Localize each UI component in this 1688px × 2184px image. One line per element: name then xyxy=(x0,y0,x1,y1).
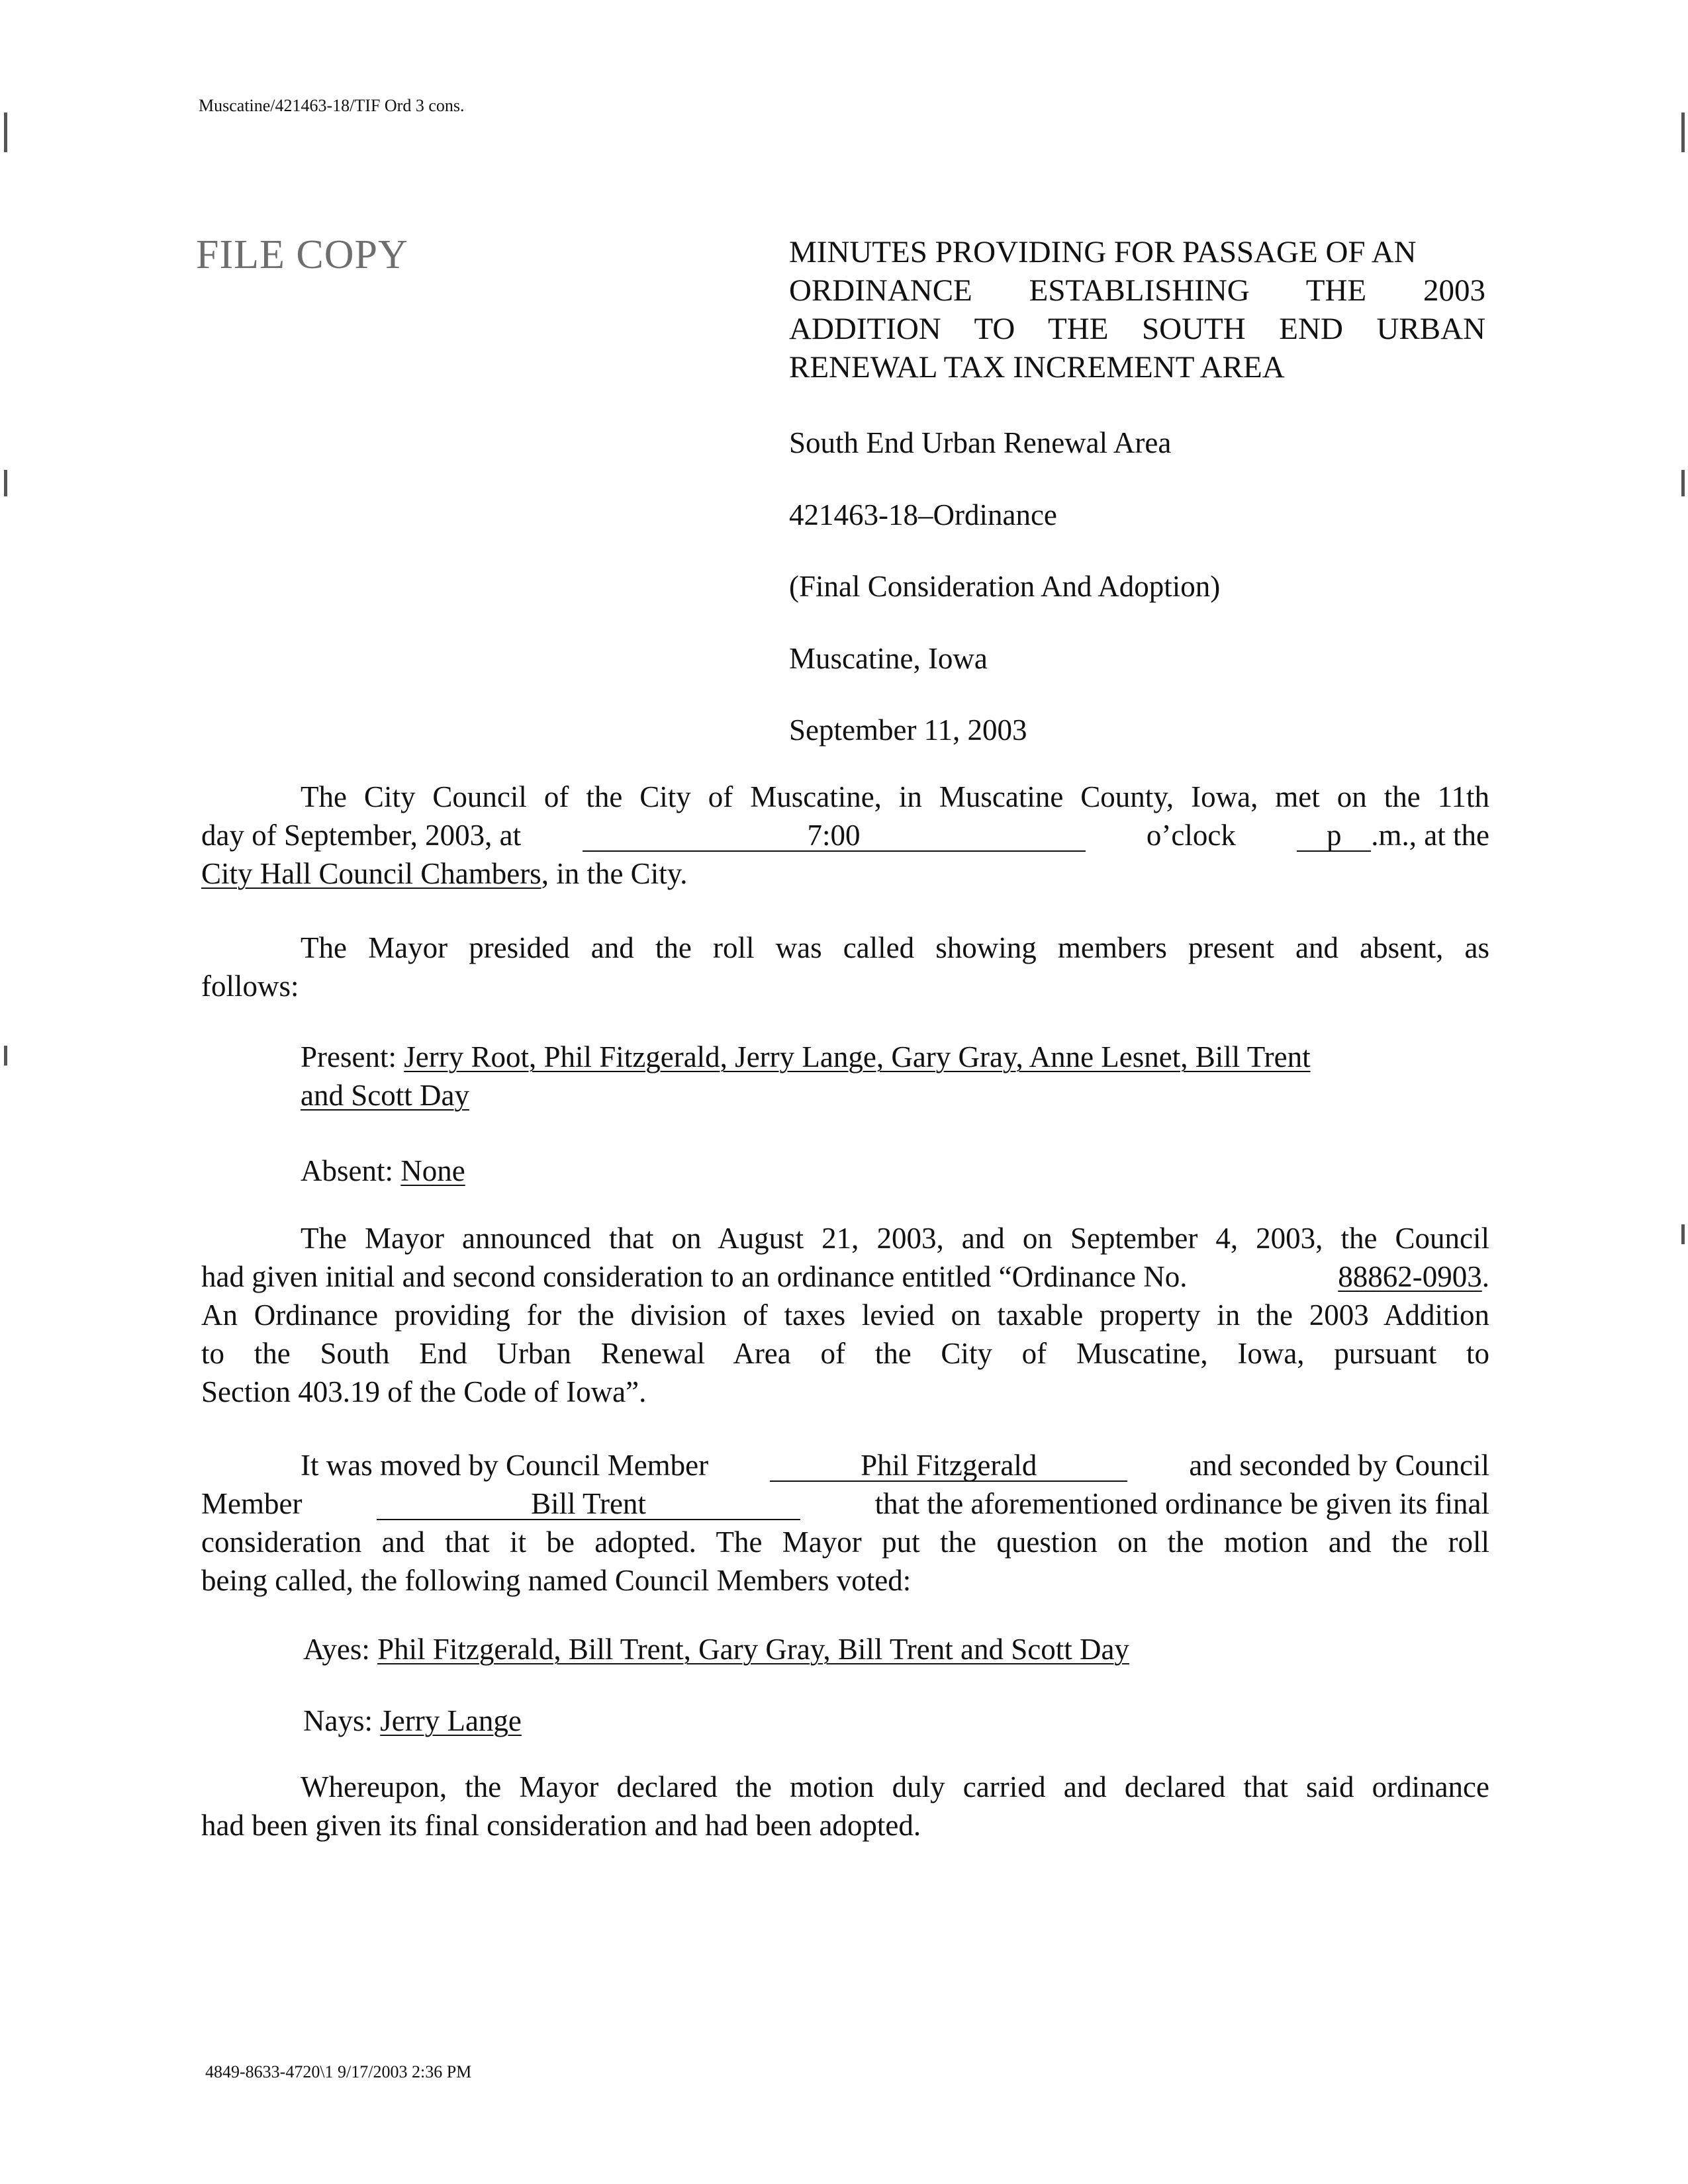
title-line-3: ADDITION TO THE SOUTH END URBAN xyxy=(789,312,1486,346)
scan-edge-mark xyxy=(4,113,7,152)
ayes-vote: Ayes: Phil Fitzgerald, Bill Trent, Gary Gray, Bill Trent and Scott Day xyxy=(303,1633,1129,1666)
scan-edge-mark xyxy=(1681,470,1685,496)
mover-field: Phil Fitzgerald xyxy=(770,1450,1127,1482)
header-file-reference: Muscatine/421463-18/TIF Ord 3 cons. xyxy=(199,96,465,115)
file-copy-stamp: FILE COPY xyxy=(196,232,408,277)
title-line-1: MINUTES PROVIDING FOR PASSAGE OF AN xyxy=(789,235,1417,269)
urban-renewal-area: South End Urban Renewal Area xyxy=(789,426,1172,459)
nays-vote: Nays: Jerry Lange xyxy=(303,1704,522,1737)
title-line-2: ORDINANCE ESTABLISHING THE 2003 xyxy=(789,273,1485,308)
ayes-list: Phil Fitzgerald, Bill Trent, Gary Gray, Bill Trent and Scott Day xyxy=(377,1633,1129,1666)
roll-call-paragraph: The Mayor presided and the roll was called showing members present and absent, as follows: xyxy=(201,931,1489,1003)
am-pm-field: p xyxy=(1297,820,1371,852)
motion-paragraph: It was moved by Council Member Phil Fitzgerald and seconded by Council Member Bill Trent that the aforementioned ordinance be given its final consideration and that it be adopted. The Mayor put the question on the motion and the roll being called, the following named Council Members voted: xyxy=(201,1449,1489,1597)
present-members-list-cont: and Scott Day xyxy=(301,1079,469,1112)
meeting-place: Muscatine, Iowa xyxy=(789,642,988,675)
announcement-paragraph: The Mayor announced that on August 21, 2003, and on September 4, 2003, the Council had given initial and second consideration to an ordinance entitled “Ordinance No. 88862-0903. An Ordinance providing for the division of taxes levied on taxable property in the 2003 Addition to the South End Urban Renewal Area of the City of Muscatine, Iowa, pursuant to Section 403.19 of the Code of Iowa”. xyxy=(201,1222,1489,1408)
nays-list: Jerry Lange xyxy=(380,1704,522,1737)
absent-members-list: None xyxy=(400,1154,465,1187)
seconder-field: Bill Trent xyxy=(377,1488,800,1520)
present-members-list: Jerry Root, Phil Fitzgerald, Jerry Lange, Gary Gray, Anne Lesnet, Bill Trent xyxy=(404,1040,1311,1073)
scan-edge-mark xyxy=(4,470,7,496)
consideration-type: (Final Consideration And Adoption) xyxy=(789,570,1221,603)
meeting-location: City Hall Council Chambers xyxy=(201,857,541,890)
scan-edge-mark xyxy=(1681,1224,1685,1244)
conclusion-paragraph: Whereupon, the Mayor declared the motion duly carried and declared that said ordinance had been given its final consideration and had been adopted. xyxy=(201,1770,1489,1842)
members-present: Present: Jerry Root, Phil Fitzgerald, Jerry Lange, Gary Gray, Anne Lesnet, Bill Trent and Scott Day xyxy=(301,1040,1311,1112)
title-line-4: RENEWAL TAX INCREMENT AREA xyxy=(789,350,1285,385)
file-number: 421463-18–Ordinance xyxy=(789,498,1057,531)
members-absent: Absent: None xyxy=(301,1154,465,1187)
ordinance-number: 88862-0903 xyxy=(1338,1260,1482,1293)
footer-document-reference: 4849-8633-4720\1 9/17/2003 2:36 PM xyxy=(205,2062,472,2081)
meeting-paragraph: The City Council of the City of Muscatine, in Muscatine County, Iowa, met on the 11th day of September, 2003, at 7:00 o’clock p .m., at the City Hall Council Chambers, in the City. xyxy=(201,780,1489,890)
meeting-date: September 11, 2003 xyxy=(789,713,1027,747)
meeting-time-field: 7:00 xyxy=(583,820,1086,852)
scan-edge-mark xyxy=(4,1046,7,1066)
scan-edge-mark xyxy=(1681,113,1685,152)
document-title xyxy=(789,233,1485,387)
